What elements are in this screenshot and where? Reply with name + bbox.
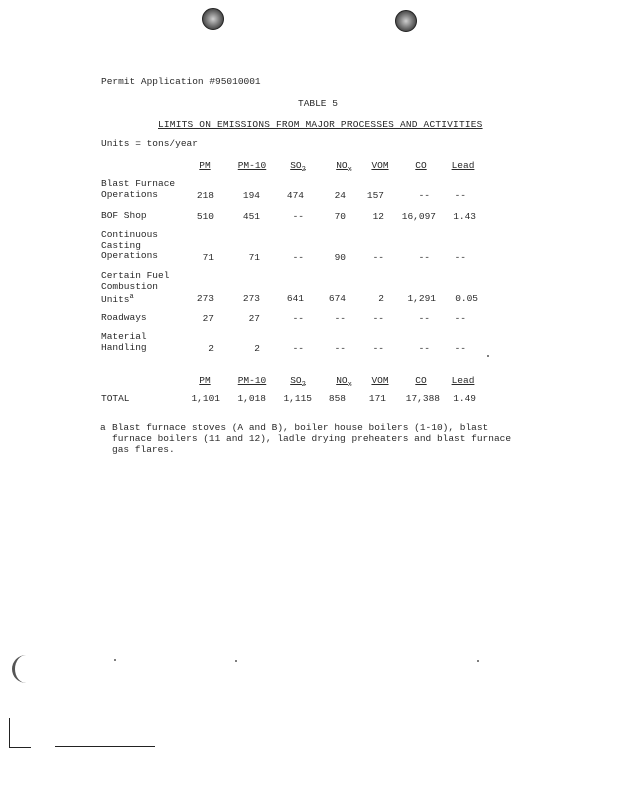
cell-co: 16,097	[401, 211, 436, 222]
cell-pm10: 2	[254, 343, 260, 354]
total-pm10: 1,018	[237, 393, 266, 404]
col-header-voc: VOM	[371, 160, 389, 171]
col-header-so2-total: $SO_2$	[290, 375, 306, 389]
cell-co: --	[418, 252, 430, 263]
crop-line-vertical	[9, 718, 10, 748]
cell-nox: 674	[328, 293, 346, 304]
cell-pm: 71	[202, 252, 214, 263]
cell-voc: 2	[378, 293, 384, 304]
cell-pm10: 451	[242, 211, 260, 222]
col-header-voc-total: VOM	[371, 375, 389, 386]
cell-voc: --	[372, 313, 384, 324]
total-pm: 1,101	[191, 393, 220, 404]
scan-speck	[114, 659, 116, 661]
footnote-mark-a: a	[129, 293, 134, 301]
cell-pm: 2	[208, 343, 214, 354]
col-header-pm-total: PM	[199, 375, 211, 386]
cell-lead: --	[454, 313, 466, 324]
table-number: TABLE 5	[298, 98, 338, 109]
total-so2: 1,115	[283, 393, 312, 404]
cell-voc: --	[372, 252, 384, 263]
scan-speck	[477, 660, 479, 662]
cell-so2: --	[292, 343, 304, 354]
total-nox: 858	[328, 393, 346, 404]
footnote-text: Blast furnace stoves (A and B), boiler house boilers (1-10), blast furnace boilers (11 and 12), ladle drying preheaters and blast furnace gas flares.	[112, 422, 512, 455]
cell-pm10: 71	[248, 252, 260, 263]
crop-line-long	[55, 746, 155, 747]
cell-nox: --	[334, 313, 346, 324]
cell-co: --	[418, 313, 430, 324]
cell-pm: 510	[196, 211, 214, 222]
cell-nox: 24	[334, 190, 346, 201]
col-header-pm10: PM-10	[237, 160, 267, 171]
table-title: LIMITS ON EMISSIONS FROM MAJOR PROCESSES AND ACTIVITIES	[158, 119, 483, 130]
cell-pm10: 273	[242, 293, 260, 304]
scan-speck	[235, 660, 237, 662]
total-lead: 1.49	[453, 393, 476, 404]
row-label-material-handling: Material Handling	[101, 331, 147, 353]
cell-co: 1,291	[407, 293, 436, 304]
col-header-co-total: CO	[415, 375, 427, 386]
cell-so2: 641	[286, 293, 304, 304]
binder-hole-left	[202, 8, 224, 30]
cell-so2: --	[292, 313, 304, 324]
cell-pm: 27	[202, 313, 214, 324]
col-header-pm: PM	[199, 160, 211, 171]
binder-hole-right	[395, 10, 417, 32]
cell-voc: 12	[372, 211, 384, 222]
cell-so2: --	[292, 211, 304, 222]
cell-lead: --	[454, 252, 466, 263]
row-label-blast-furnace: Blast Furnace Operations	[101, 178, 176, 200]
cell-nox: 90	[334, 252, 346, 263]
permit-application-line: Permit Application #95010001	[101, 76, 261, 87]
cell-pm: 218	[196, 190, 214, 201]
cell-pm10: 194	[242, 190, 260, 201]
row-label-continuous-casting: Continuous Casting Operations	[101, 229, 159, 261]
cell-voc: --	[372, 343, 384, 354]
cell-nox: --	[334, 343, 346, 354]
cell-so2: --	[292, 252, 304, 263]
col-header-co: CO	[415, 160, 427, 171]
total-label: TOTAL	[101, 393, 130, 404]
col-header-lead: Lead	[451, 160, 475, 171]
cell-lead: 0.05	[455, 293, 478, 304]
cell-so2: 474	[286, 190, 304, 201]
total-co: 17,388	[405, 393, 440, 404]
cell-lead: 1.43	[453, 211, 476, 222]
cell-co: --	[418, 343, 430, 354]
row-label-roadways: Roadways	[101, 312, 147, 323]
col-header-so2: $SO_2$	[290, 160, 306, 174]
cell-nox: 70	[334, 211, 346, 222]
cell-pm10: 27	[248, 313, 260, 324]
footnote-marker: a	[100, 422, 106, 433]
cell-lead: --	[454, 343, 466, 354]
cell-pm: 273	[196, 293, 214, 304]
binding-curl-mark	[12, 655, 37, 683]
scan-speck	[487, 355, 489, 357]
cell-co: --	[418, 190, 430, 201]
col-header-pm10-total: PM-10	[237, 375, 267, 386]
crop-line-short	[9, 747, 31, 748]
units-label: Units = tons/year	[101, 138, 198, 149]
row-label-bof-shop: BOF Shop	[101, 210, 147, 221]
cell-voc: 157	[366, 190, 384, 201]
col-header-lead-total: Lead	[451, 375, 475, 386]
col-header-nox-total: $NO_x$	[336, 375, 352, 389]
cell-lead: --	[454, 190, 466, 201]
row-label-fuel-combustion: Certain Fuel Combustion Units$^a$	[101, 270, 170, 306]
col-header-nox: $NO_x$	[336, 160, 352, 174]
total-voc: 171	[368, 393, 386, 404]
